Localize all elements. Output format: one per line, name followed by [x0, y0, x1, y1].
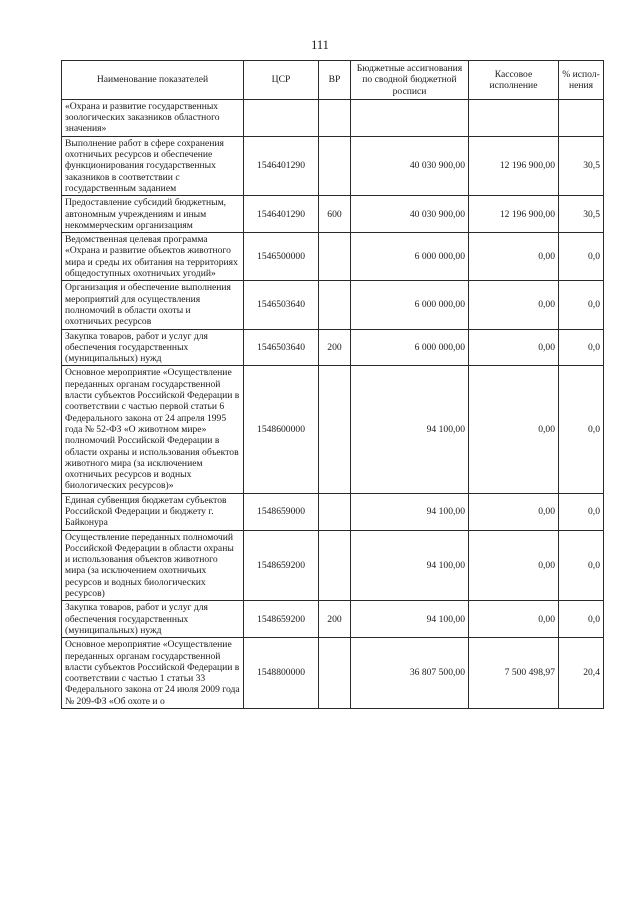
cell-name: Закупка товаров, работ и услуг для обеспечения государственных (муниципальных) нужд [62, 601, 244, 638]
cell-vr: 200 [319, 329, 351, 366]
cell-percent: 0,0 [559, 530, 604, 601]
header-budget: Бюджетные ассигнования по сводной бюджетной росписи [351, 61, 469, 100]
cell-name: Осуществление переданных полномочий Российской Федерации в области охраны и использования объектов животного мира (за исключением охотничьих ресурсов и водных биологических ресурсов) [62, 530, 244, 601]
table-row [62, 99, 604, 136]
page-number: 111 [311, 38, 329, 52]
cell-vr: 200 [319, 601, 351, 638]
header-name: Наименование показателей [62, 61, 244, 100]
cell-percent: 20,4 [559, 638, 604, 709]
cell-percent: 30,5 [559, 136, 604, 195]
cell-csr: 1548659000 [244, 493, 319, 530]
cell-csr: 1548659200 [244, 530, 319, 601]
cell-cash [469, 99, 559, 136]
cell-vr [319, 493, 351, 530]
cell-budget: 94 100,00 [351, 530, 469, 601]
cell-budget: 94 100,00 [351, 601, 469, 638]
cell-cash: 0,00 [469, 329, 559, 366]
cell-budget: 40 030 900,00 [351, 136, 469, 195]
cell-csr: 1546401290 [244, 136, 319, 195]
table-row [62, 329, 604, 366]
cell-cash: 0,00 [469, 601, 559, 638]
cell-percent: 0,0 [559, 601, 604, 638]
budget-table [61, 60, 604, 709]
cell-name: Организация и обеспечение выполнения мероприятий для осуществления полномочий в области охоты и охотничьих ресурсов [62, 281, 244, 329]
cell-csr: 1548659200 [244, 601, 319, 638]
cell-budget: 40 030 900,00 [351, 196, 469, 233]
cell-vr [319, 233, 351, 281]
cell-budget: 36 807 500,00 [351, 638, 469, 709]
cell-name: Ведомственная целевая программа «Охрана и развитие объектов животного мира и среды их обитания на территориях общедоступных охотничьих угодий» [62, 233, 244, 281]
table-row [62, 136, 604, 195]
cell-budget [351, 99, 469, 136]
cell-cash: 0,00 [469, 366, 559, 493]
cell-cash: 0,00 [469, 281, 559, 329]
cell-cash: 0,00 [469, 530, 559, 601]
cell-cash: 7 500 498,97 [469, 638, 559, 709]
cell-budget: 6 000 000,00 [351, 329, 469, 366]
cell-percent: 0,0 [559, 233, 604, 281]
cell-vr [319, 530, 351, 601]
table-row [62, 196, 604, 233]
cell-percent [559, 99, 604, 136]
table-row [62, 493, 604, 530]
cell-name: Основное мероприятие «Осуществление переданных органам государственной власти субъектов Российской Федерации в соответствии с частью первой статьи 6 Федерального закона от 24 апреля 1995 года № 52-ФЗ «О животном мире» полномочий Российской Федерации в области охраны и использования объектов животного мира (за исключением охотничьих ресурсов и водных биологических ресурсов)» [62, 366, 244, 493]
cell-csr: 1546503640 [244, 329, 319, 366]
cell-vr: 600 [319, 196, 351, 233]
header-percent: % испол-нения [559, 61, 604, 100]
cell-vr [319, 99, 351, 136]
cell-name: Выполнение работ в сфере сохранения охотничьих ресурсов и обеспечение функционирования государственных заказников в соответствии с государственным заданием [62, 136, 244, 195]
cell-csr: 1546500000 [244, 233, 319, 281]
cell-csr: 1548600000 [244, 366, 319, 493]
table-row [62, 281, 604, 329]
cell-vr [319, 638, 351, 709]
cell-vr [319, 136, 351, 195]
cell-name: Предоставление субсидий бюджетным, автономным учреждениям и иным некоммерческим организациям [62, 196, 244, 233]
cell-cash: 0,00 [469, 233, 559, 281]
header-vr: ВР [319, 61, 351, 100]
table-row [62, 530, 604, 601]
table-row [62, 233, 604, 281]
cell-vr [319, 366, 351, 493]
cell-percent: 0,0 [559, 366, 604, 493]
cell-cash: 12 196 900,00 [469, 196, 559, 233]
cell-budget: 6 000 000,00 [351, 281, 469, 329]
cell-csr: 1546503640 [244, 281, 319, 329]
header-csr: ЦСР [244, 61, 319, 100]
cell-name: Основное мероприятие «Осуществление переданных органам государственной власти субъектов Российской Федерации в соответствии с частью 1 статьи 33 Федерального закона от 24 июля 2009 года № 209-ФЗ «Об охоте и о [62, 638, 244, 709]
cell-vr [319, 281, 351, 329]
cell-name: Единая субвенция бюджетам субъектов Российской Федерации и бюджету г. Байконура [62, 493, 244, 530]
table-row [62, 601, 604, 638]
header-cash: Кассовое исполнение [469, 61, 559, 100]
cell-csr: 1546401290 [244, 196, 319, 233]
cell-percent: 0,0 [559, 281, 604, 329]
cell-percent: 0,0 [559, 493, 604, 530]
table-header-row [62, 61, 604, 100]
cell-percent: 0,0 [559, 329, 604, 366]
cell-name: «Охрана и развитие государственных зоологических заказников областного значения» [62, 99, 244, 136]
cell-cash: 12 196 900,00 [469, 136, 559, 195]
cell-budget: 94 100,00 [351, 366, 469, 493]
table-row [62, 366, 604, 493]
cell-cash: 0,00 [469, 493, 559, 530]
cell-percent: 30,5 [559, 196, 604, 233]
cell-budget: 6 000 000,00 [351, 233, 469, 281]
table-row [62, 638, 604, 709]
cell-csr: 1548800000 [244, 638, 319, 709]
cell-csr [244, 99, 319, 136]
cell-name: Закупка товаров, работ и услуг для обеспечения государственных (муниципальных) нужд [62, 329, 244, 366]
cell-budget: 94 100,00 [351, 493, 469, 530]
